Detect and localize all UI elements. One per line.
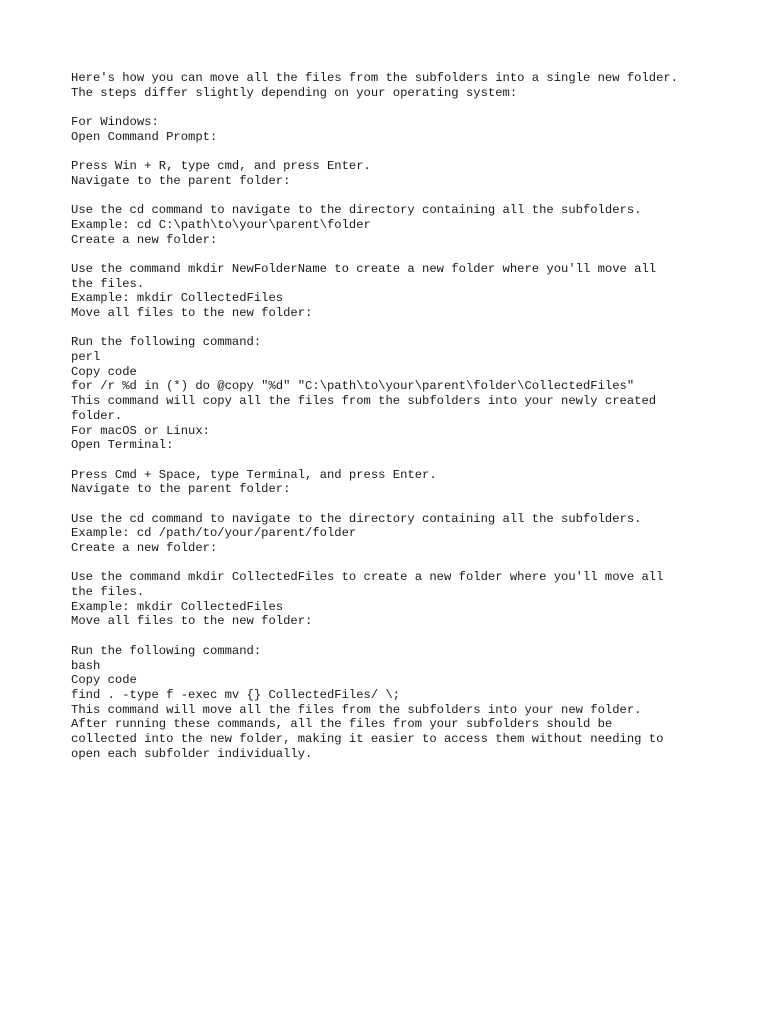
example-line: Example: cd /path/to/your/parent/folder <box>71 526 357 541</box>
text-line: Press Win + R, type cmd, and press Enter. <box>71 159 371 174</box>
text-line: the files. <box>71 276 145 291</box>
text-line: Navigate to the parent folder: <box>71 482 291 497</box>
text-line: Create a new folder: <box>71 232 218 247</box>
text-line: This command will copy all the files from the subfolders into your newly created <box>71 394 657 409</box>
text-line: open each subfolder individually. <box>71 746 313 761</box>
text-line: Create a new folder: <box>71 541 218 555</box>
text-line: Navigate to the parent folder: <box>71 173 291 188</box>
text-line: The steps differ slightly depending on your operating system: <box>71 85 518 100</box>
text-line: Run the following command: <box>71 335 262 350</box>
text-line: Use the command mkdir CollectedFiles to create a new folder where you'll move all <box>71 570 664 585</box>
example-line: Example: mkdir CollectedFiles <box>71 599 284 614</box>
text-line: After running these commands, all the files from your subfolders should be <box>71 717 613 732</box>
text-line: Use the cd command to navigate to the directory containing all the subfolders. <box>71 203 642 218</box>
blank-line <box>71 100 751 115</box>
copy-code-label[interactable]: Copy code <box>71 364 137 379</box>
text-line: Move all files to the new folder: <box>71 614 313 629</box>
section-heading-windows: For Windows: <box>71 115 159 130</box>
example-line: Example: mkdir CollectedFiles <box>71 291 284 306</box>
text-line: Use the cd command to navigate to the directory containing all the subfolders. <box>71 511 642 526</box>
text-line: This command will move all the files from the subfolders into your new folder. <box>71 702 642 717</box>
blank-line <box>71 189 751 204</box>
text-line: Here's how you can move all the files from the subfolders into a single new folder. <box>71 71 679 85</box>
blank-line <box>71 497 751 512</box>
document-body <box>71 71 751 761</box>
blank-line <box>71 247 751 262</box>
copy-code-label[interactable]: Copy code <box>71 673 137 688</box>
example-line: Example: cd C:\path\to\your\parent\folder <box>71 217 371 232</box>
text-line: collected into the new folder, making it easier to access them without needing to <box>71 731 664 746</box>
section-heading-macos-linux: For macOS or Linux: <box>71 423 210 438</box>
code-line: find . -type f -exec mv {} CollectedFiles/ \; <box>71 687 401 702</box>
blank-line <box>71 453 751 468</box>
code-language-label: bash <box>71 658 101 673</box>
blank-line <box>71 556 751 571</box>
text-line: Move all files to the new folder: <box>71 306 313 320</box>
text-line: folder. <box>71 408 123 423</box>
text-line: Press Cmd + Space, type Terminal, and press Enter. <box>71 467 437 482</box>
text-line: the files. <box>71 585 145 600</box>
text-line: Open Command Prompt: <box>71 129 218 144</box>
blank-line <box>71 144 751 159</box>
blank-line <box>71 321 751 336</box>
text-line: Run the following command: <box>71 643 262 658</box>
code-line: for /r %d in (*) do @copy "%d" "C:\path\to\your\parent\folder\CollectedFiles" <box>71 379 635 394</box>
text-line: Use the command mkdir NewFolderName to create a new folder where you'll move all <box>71 261 657 276</box>
blank-line <box>71 629 751 644</box>
code-language-label: perl <box>71 350 101 365</box>
text-line: Open Terminal: <box>71 438 174 453</box>
